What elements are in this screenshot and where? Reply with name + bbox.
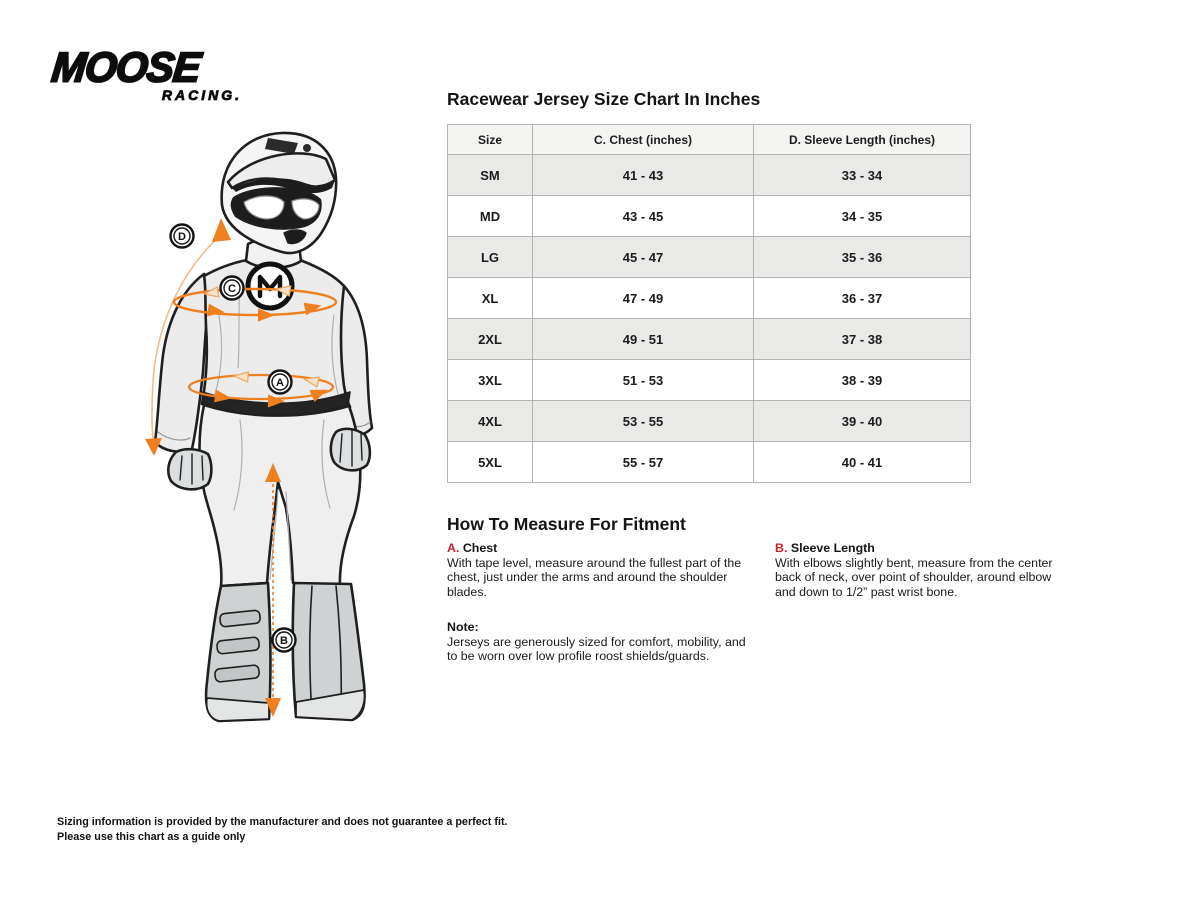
measure-item-sleeve-heading <box>775 541 1075 555</box>
cell-sleeve: 36 - 37 <box>754 278 971 319</box>
logo-sub-text: RACING. <box>161 87 242 103</box>
footer-line-2: Please use this chart as a guide only <box>57 830 246 843</box>
cell-chest: 49 - 51 <box>533 319 754 360</box>
footer-disclaimer <box>57 815 508 844</box>
cell-size: 2XL <box>448 319 533 360</box>
measure-letter-b: B. <box>775 541 788 555</box>
cell-chest: 55 - 57 <box>533 442 754 483</box>
cell-sleeve: 38 - 39 <box>754 360 971 401</box>
cell-sleeve: 40 - 41 <box>754 442 971 483</box>
header-size: Size <box>448 125 533 155</box>
measure-item-chest-heading <box>447 541 753 555</box>
marker-a-letter: A <box>276 377 284 389</box>
marker-c-letter: C <box>228 283 236 295</box>
measure-item-sleeve <box>775 541 1075 599</box>
table-header-row <box>448 125 971 155</box>
marker-c <box>221 277 244 300</box>
moose-racing-logo <box>49 43 252 103</box>
cell-size: 4XL <box>448 401 533 442</box>
marker-a <box>269 371 292 394</box>
table-row <box>448 319 971 360</box>
measure-letter-a: A. <box>447 541 460 555</box>
cell-sleeve: 39 - 40 <box>754 401 971 442</box>
note-text: Jerseys are generously sized for comfort, mobility, and to be worn over low profile roost shields/guards. <box>447 635 746 664</box>
table-row <box>448 155 971 196</box>
helmet-emblem <box>303 144 311 152</box>
right-boot <box>293 583 365 720</box>
size-chart-table <box>447 124 971 483</box>
cell-size: 3XL <box>448 360 533 401</box>
size-chart-title: Racewear Jersey Size Chart In Inches <box>447 89 761 109</box>
cell-size: XL <box>448 278 533 319</box>
marker-b <box>273 629 296 652</box>
cell-size: LG <box>448 237 533 278</box>
left-boot <box>206 583 270 721</box>
measure-desc-chest: With tape level, measure around the fullest part of the chest, just under the arms and around the shoulder blades. <box>447 556 742 599</box>
measure-desc-sleeve: With elbows slightly bent, measure from the center back of neck, over point of shoulder, around elbow and down to 1/2” past wrist bone. <box>775 556 1053 599</box>
rider-illustration <box>120 120 440 740</box>
logo-brand-text: MOOSE <box>49 43 203 91</box>
cell-size: 5XL <box>448 442 533 483</box>
rider-illustration-svg <box>120 120 440 740</box>
table-row <box>448 360 971 401</box>
cell-sleeve: 35 - 36 <box>754 237 971 278</box>
marker-d-letter: D <box>178 231 186 243</box>
table-row <box>448 237 971 278</box>
moose-chest-logo <box>248 264 292 308</box>
note-block <box>447 620 753 664</box>
cell-chest: 43 - 45 <box>533 196 754 237</box>
header-chest: C. Chest (inches) <box>533 125 754 155</box>
cell-sleeve: 33 - 34 <box>754 155 971 196</box>
table-row <box>448 442 971 483</box>
marker-d <box>171 225 194 248</box>
cell-chest: 45 - 47 <box>533 237 754 278</box>
fitment-section-title: How To Measure For Fitment <box>447 514 686 534</box>
helmet <box>222 133 336 253</box>
cell-sleeve: 34 - 35 <box>754 196 971 237</box>
cell-size: MD <box>448 196 533 237</box>
footer-line-1: Sizing information is provided by the manufacturer and does not guarantee a perfect fit. <box>57 816 508 828</box>
measure-label-sleeve: Sleeve Length <box>790 541 875 555</box>
cell-size: SM <box>448 155 533 196</box>
note-label: Note: <box>447 620 479 634</box>
cell-sleeve: 37 - 38 <box>754 319 971 360</box>
cell-chest: 51 - 53 <box>533 360 754 401</box>
left-glove <box>168 449 211 489</box>
right-glove <box>331 429 370 470</box>
measure-item-chest <box>447 541 753 599</box>
cell-chest: 53 - 55 <box>533 401 754 442</box>
cell-chest: 47 - 49 <box>533 278 754 319</box>
header-sleeve: D. Sleeve Length (inches) <box>754 125 971 155</box>
table-row <box>448 278 971 319</box>
marker-b-letter: B <box>280 635 288 647</box>
table-row <box>448 401 971 442</box>
measure-label-chest: Chest <box>462 541 498 555</box>
goggles-icon <box>232 188 320 228</box>
cell-chest: 41 - 43 <box>533 155 754 196</box>
table-row <box>448 196 971 237</box>
